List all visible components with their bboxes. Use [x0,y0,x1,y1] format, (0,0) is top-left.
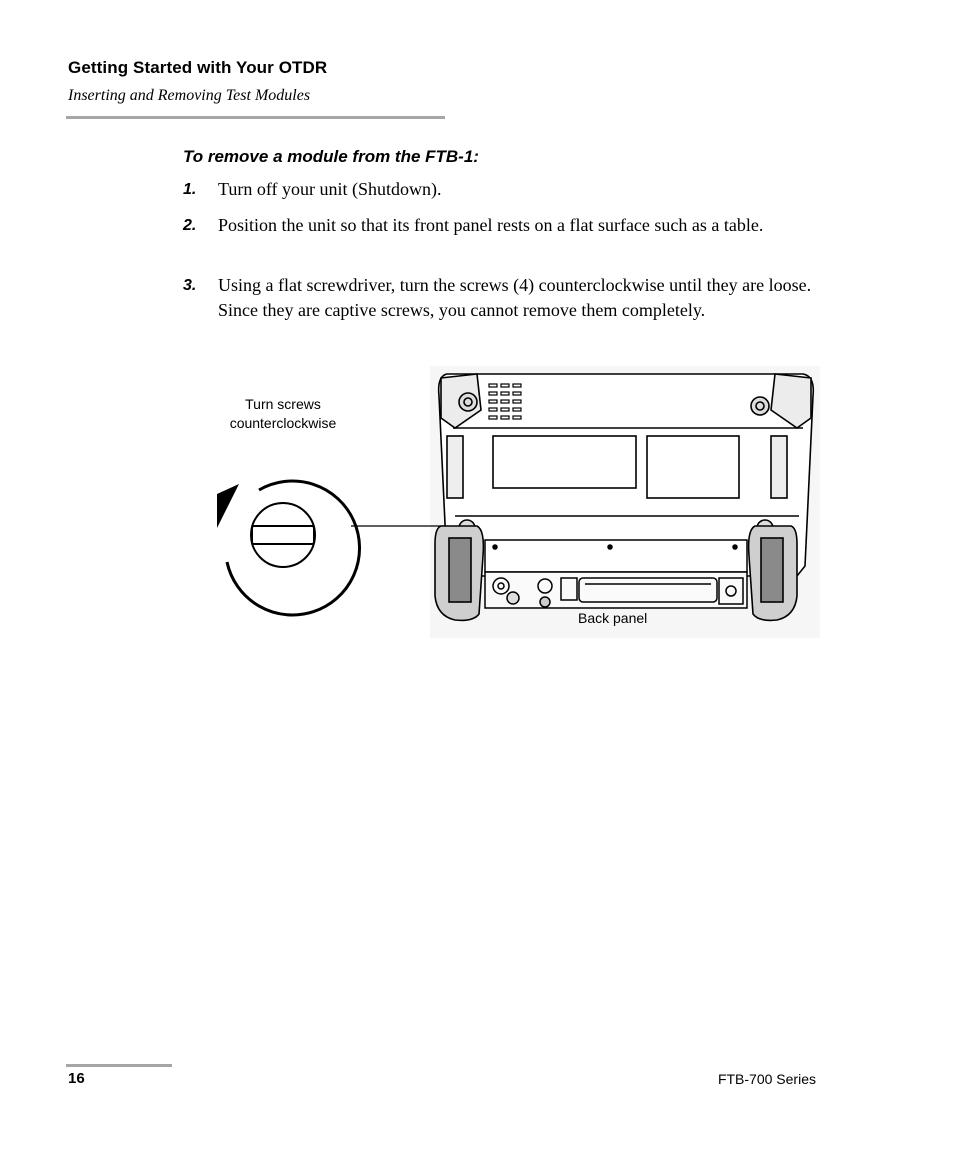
step-number: 3. [183,277,197,294]
screw-detail [217,481,443,615]
step-number: 2. [183,217,197,234]
procedure-step [183,177,823,202]
chapter-title: Getting Started with Your OTDR [68,58,328,77]
product-name: FTB-700 Series [717,1071,816,1087]
procedure-title: To remove a module from the FTB-1: [183,147,479,166]
header-rule [66,116,445,119]
procedure-step [183,213,823,238]
step-number: 1. [183,181,197,198]
footer-rule [66,1064,172,1067]
procedure-step [183,273,823,323]
back-panel-connectors [485,540,747,608]
section-title: Inserting and Removing Test Modules [68,87,311,104]
step-text: Turn off your unit (Shutdown). [218,179,442,199]
caption-turn-screws: Turn screws counterclockwise [229,396,337,431]
step-text: Using a flat screwdriver, turn the screws (4) counterclockwise until they are loose. Since they are captive screws, you cannot remove them completely. [218,275,812,320]
caption-back-panel: Back panel [578,610,648,626]
page-number: 16 [68,1070,85,1087]
step-text: Position the unit so that its front panel rests on a flat surface such as a table. [218,215,764,235]
